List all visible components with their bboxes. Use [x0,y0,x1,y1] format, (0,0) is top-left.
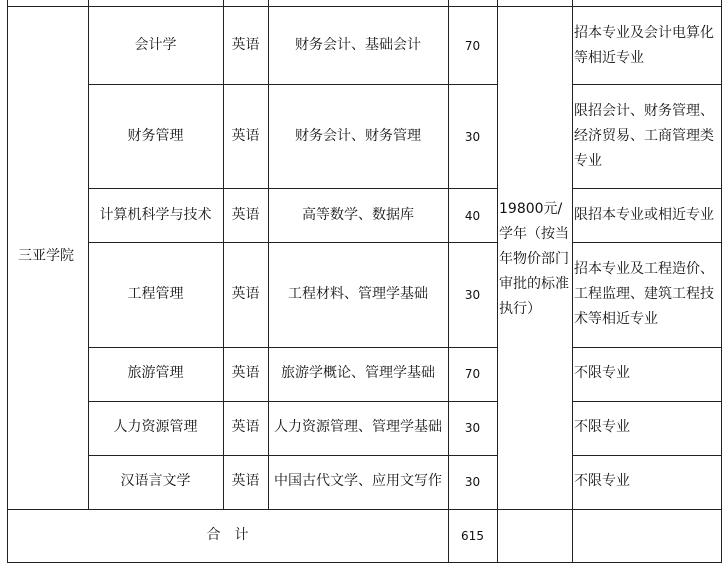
requirement-cell: 招本专业及工程造价、工程监理、建筑工程技术等相近专业 [574,261,714,327]
grid-line [7,6,722,7]
subjects-cell: 高等数学、数据库 [302,207,414,223]
subjects-cell: 财务会计、基础会计 [295,37,421,53]
grid-line [7,562,722,563]
grid-line [572,84,722,85]
grid-line [572,242,722,243]
quota-cell: 30 [464,421,481,435]
grid-line [7,0,8,563]
grid-line [572,188,722,189]
fee-note: 19800元/学年（按当年物价部门审批的标准执行） [499,201,569,317]
language-cell: 英语 [231,286,260,302]
language-cell: 英语 [231,419,260,435]
major-cell: 汉语言文学 [120,473,191,489]
subjects-cell: 人力资源管理、管理学基础 [274,419,442,435]
grid-line [88,401,498,402]
requirement-cell: 招本专业及会计电算化等相近专业 [574,25,714,66]
subjects-cell: 工程材料、管理学基础 [288,286,428,302]
quota-cell: 40 [464,209,481,223]
quota-cell: 30 [464,475,481,489]
major-cell: 财务管理 [127,128,184,144]
quota-cell: 70 [464,367,481,381]
grid-line [88,84,498,85]
grid-line [7,509,722,510]
college-name: 三亚学院 [18,248,74,264]
quota-cell: 30 [464,130,481,144]
grid-line [88,188,498,189]
subjects-cell: 旅游学概论、管理学基础 [281,365,435,381]
major-cell: 会计学 [134,37,177,53]
grid-line [572,455,722,456]
total-value: 615 [461,529,484,543]
grid-line [88,455,498,456]
major-cell: 工程管理 [127,286,184,302]
subjects-cell: 财务会计、财务管理 [295,128,421,144]
language-cell: 英语 [231,365,260,381]
major-cell: 旅游管理 [127,365,184,381]
requirement-cell: 限招会计、财务管理、经济贸易、工商管理类专业 [574,103,714,169]
grid-line [88,347,498,348]
requirement-cell: 限招本专业或相近专业 [574,207,714,223]
requirement-cell: 不限专业 [574,365,630,381]
grid-line [88,242,498,243]
major-cell: 计算机科学与技术 [99,207,212,223]
language-cell: 英语 [231,128,260,144]
language-cell: 英语 [231,207,260,223]
grid-line [572,347,722,348]
language-cell: 英语 [231,37,260,53]
requirement-cell: 不限专业 [574,419,630,435]
grid-line [572,401,722,402]
subjects-cell: 中国古代文学、应用文写作 [274,473,442,489]
major-cell: 人力资源管理 [113,419,198,435]
language-cell: 英语 [231,473,260,489]
total-label: 合 计 [206,527,249,543]
quota-cell: 30 [464,288,481,302]
requirement-cell: 不限专业 [574,473,630,489]
quota-cell: 70 [464,39,481,53]
